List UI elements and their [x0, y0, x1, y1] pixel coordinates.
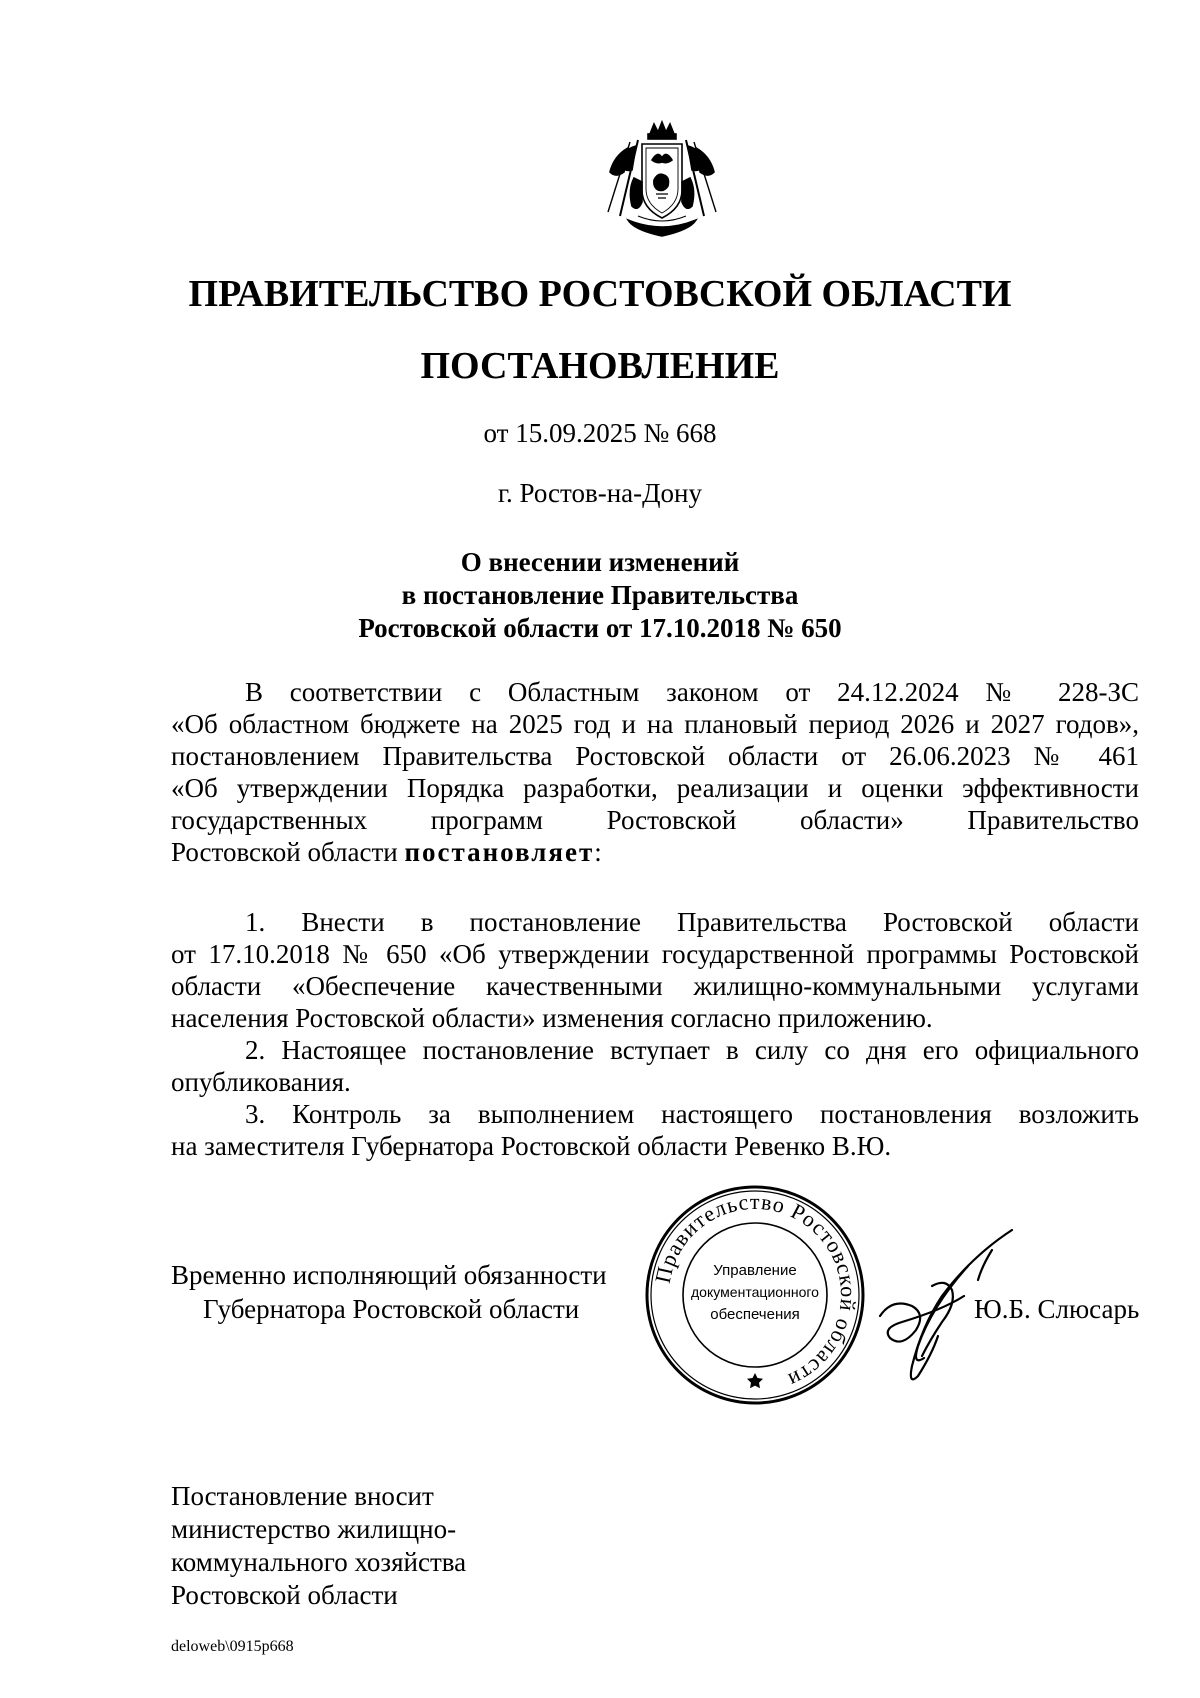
item-1-line: области «Обеспечение качественными жилищно-коммунальными услугами: [171, 971, 1139, 1001]
position-line: Губернатора Ростовской области: [203, 1294, 580, 1324]
item-3-line: 3. Контроль за выполнением настоящего постановления возложить: [245, 1099, 1139, 1129]
stamp-center-line: обеспечения: [710, 1306, 800, 1323]
star-icon: [747, 1373, 763, 1388]
date-and-number: от 15.09.2025 № 668: [483, 418, 717, 448]
position-line: Временно исполняющий обязанности: [171, 1260, 607, 1290]
text-fragment: Ростовской области: [171, 837, 405, 867]
text-line: постановлением Правительства Ростовской области от 26.06.2023 № 461: [171, 741, 1139, 771]
text-line: «Об утверждении Порядка разработки, реализации и оценки эффективности: [171, 773, 1139, 803]
preamble-paragraph: [171, 676, 1139, 868]
item-2-line: 2. Настоящее постановление вступает в силу со дня его официального: [245, 1035, 1139, 1065]
document-subject: [0, 546, 1200, 645]
item-1-line: населения Ростовской области» изменения согласно приложению.: [171, 1003, 933, 1033]
organization-title: ПРАВИТЕЛЬСТВО РОСТОВСКОЙ ОБЛАСТИ: [188, 273, 1012, 315]
submitter-line: коммунального хозяйства: [171, 1547, 467, 1577]
resolves-keyword: постановляет: [404, 837, 595, 867]
submitter-note: [171, 1480, 466, 1612]
item-3-line: на заместителя Губернатора Ростовской области Ревенко В.Ю.: [171, 1131, 892, 1161]
file-reference: deloweb\0915p668: [171, 1638, 294, 1655]
submitter-line: министерство жилищно-: [171, 1514, 457, 1544]
item-1-line: от 17.10.2018 № 650 «Об утверждении государственной программы Ростовской: [171, 939, 1139, 969]
submitter-line: Постановление вносит: [171, 1481, 434, 1511]
stamp-center-line: Управление: [713, 1262, 797, 1279]
text-fragment: :: [594, 837, 602, 867]
stamp-ring-text: Правительство Ростовской области: [649, 1188, 862, 1394]
submitter-line: Ростовской области: [171, 1580, 398, 1610]
resolution-items: [171, 906, 1139, 1162]
document-type: ПОСТАНОВЛЕНИЕ: [420, 345, 780, 387]
official-stamp: [643, 1183, 867, 1407]
subject-line: Ростовской области от 17.10.2018 № 650: [358, 613, 842, 643]
city: г. Ростов-на-Дону: [497, 478, 702, 508]
signatory-name: Ю.Б. Слюсарь: [974, 1294, 1140, 1324]
signatory-position: [171, 1258, 607, 1326]
text-line: «Об областном бюджете на 2025 год и на плановый период 2026 и 2027 годов»,: [171, 709, 1139, 739]
text-line: [171, 836, 1139, 868]
stamp-center-line: документационного: [691, 1284, 820, 1300]
coat-of-arms-icon: [598, 120, 726, 240]
item-2-line: опубликования.: [171, 1067, 351, 1097]
subject-line: О внесении изменений: [460, 547, 740, 577]
text-line: В соответствии с Областным законом от 24.12.2024 № 228-ЗС: [245, 677, 1139, 707]
item-1-line: 1. Внести в постановление Правительства Ростовской области: [245, 907, 1139, 937]
text-line: государственных программ Ростовской области» Правительство: [171, 805, 1139, 835]
subject-line: в постановление Правительства: [401, 580, 799, 610]
